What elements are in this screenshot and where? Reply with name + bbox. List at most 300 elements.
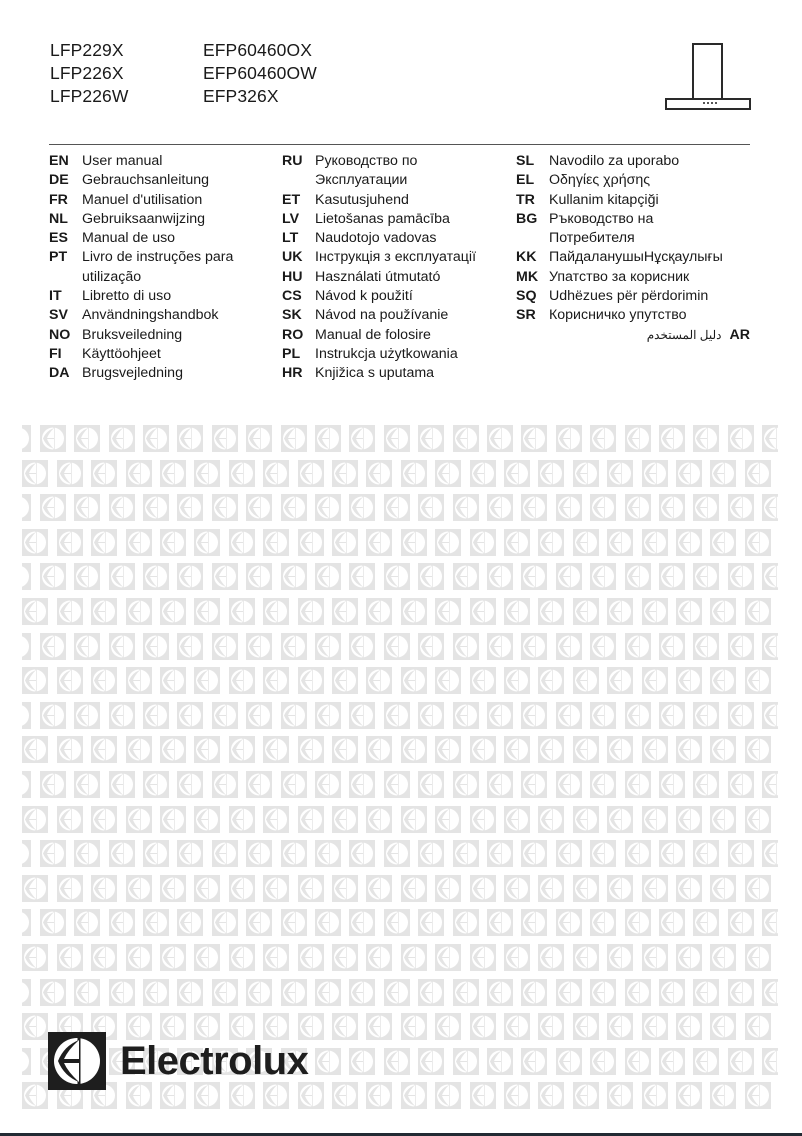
pattern-tile-icon — [435, 1013, 461, 1040]
pattern-tile-icon — [91, 944, 117, 971]
language-code: SK — [282, 307, 302, 324]
language-item — [49, 171, 233, 190]
language-title: Naudotojo vadovas — [315, 230, 437, 247]
pattern-tile-icon — [521, 771, 547, 798]
pattern-tile-icon — [642, 529, 668, 556]
pattern-tile-icon — [22, 494, 31, 521]
pattern-tile-icon — [418, 771, 444, 798]
pattern-tile-icon — [349, 702, 375, 729]
pattern-tile-icon — [728, 979, 754, 1006]
pattern-tile-icon — [298, 598, 324, 625]
pattern-tile-icon — [332, 1082, 358, 1109]
pattern-tile-icon — [590, 771, 616, 798]
pattern-tile-icon — [625, 702, 651, 729]
pattern-tile-icon — [642, 944, 668, 971]
pattern-tile-icon — [642, 736, 668, 763]
pattern-tile-icon — [212, 702, 238, 729]
pattern-tile-icon — [143, 702, 169, 729]
pattern-tile-icon — [315, 425, 341, 452]
pattern-tile-icon — [177, 425, 203, 452]
pattern-tile-icon — [74, 840, 100, 867]
pattern-tile-icon — [693, 1048, 719, 1075]
pattern-tile-icon — [590, 979, 616, 1006]
pattern-tile-icon — [728, 840, 754, 867]
pattern-tile-icon — [109, 979, 135, 1006]
language-title: Käyttöohjeet — [82, 345, 161, 362]
pattern-tile-icon — [538, 875, 564, 902]
pattern-tile-icon — [693, 425, 719, 452]
language-column-3 — [516, 152, 750, 345]
pattern-tile-icon — [418, 1048, 444, 1075]
model-list-1 — [50, 39, 129, 108]
pattern-tile-icon — [194, 944, 220, 971]
pattern-tile-icon — [710, 529, 736, 556]
language-item-arabic — [516, 326, 750, 345]
pattern-tile-icon — [659, 909, 685, 936]
pattern-tile-icon — [332, 667, 358, 694]
pattern-tile-icon — [693, 909, 719, 936]
pattern-tile-icon — [22, 563, 31, 590]
pattern-tile-icon — [453, 840, 479, 867]
pattern-tile-icon — [22, 460, 48, 487]
pattern-tile-icon — [435, 736, 461, 763]
pattern-tile-icon — [642, 667, 668, 694]
pattern-tile-icon — [573, 529, 599, 556]
pattern-tile-icon — [659, 563, 685, 590]
pattern-tile-icon — [676, 806, 702, 833]
pattern-tile-icon — [659, 425, 685, 452]
pattern-tile-icon — [745, 598, 771, 625]
pattern-tile-icon — [212, 563, 238, 590]
pattern-tile-icon — [607, 667, 633, 694]
pattern-tile-icon — [453, 1048, 479, 1075]
pattern-tile-icon — [504, 875, 530, 902]
pattern-tile-icon — [246, 563, 272, 590]
language-title: Användningshandbok — [82, 307, 219, 324]
pattern-tile-icon — [504, 598, 530, 625]
pattern-tile-icon — [332, 806, 358, 833]
pattern-tile-icon — [194, 460, 220, 487]
pattern-tile-icon — [298, 875, 324, 902]
pattern-tile-icon — [418, 563, 444, 590]
language-item — [49, 191, 233, 210]
language-title: utilização — [82, 268, 142, 285]
pattern-tile-icon — [418, 702, 444, 729]
pattern-tile-icon — [659, 494, 685, 521]
pattern-tile-icon — [22, 736, 48, 763]
pattern-tile-icon — [349, 771, 375, 798]
pattern-tile-icon — [573, 598, 599, 625]
pattern-tile-icon — [281, 771, 307, 798]
pattern-tile-icon — [728, 909, 754, 936]
language-title: Эксплуатации — [315, 172, 408, 189]
pattern-tile-icon — [229, 598, 255, 625]
pattern-tile-icon — [642, 875, 668, 902]
pattern-tile-icon — [745, 1082, 771, 1109]
pattern-tile-icon — [556, 840, 582, 867]
language-title: Návod na používanie — [315, 307, 449, 324]
pattern-tile-icon — [74, 563, 100, 590]
pattern-tile-icon — [22, 909, 31, 936]
pattern-tile-icon — [556, 425, 582, 452]
language-title: Knjižica s uputama — [315, 365, 435, 382]
pattern-tile-icon — [745, 529, 771, 556]
pattern-tile-icon — [521, 425, 547, 452]
pattern-tile-icon — [625, 563, 651, 590]
pattern-tile-icon — [521, 494, 547, 521]
language-title: Manual de uso — [82, 230, 176, 247]
pattern-tile-icon — [315, 702, 341, 729]
pattern-tile-icon — [573, 667, 599, 694]
language-item — [516, 191, 750, 210]
pattern-tile-icon — [349, 494, 375, 521]
language-code: SQ — [516, 288, 537, 305]
pattern-tile-icon — [676, 1082, 702, 1109]
pattern-tile-icon — [143, 563, 169, 590]
language-title: Manuel d'utilisation — [82, 191, 203, 208]
pattern-tile-icon — [556, 909, 582, 936]
language-item — [282, 229, 476, 248]
pattern-tile-icon — [504, 944, 530, 971]
pattern-tile-icon — [487, 425, 513, 452]
pattern-tile-icon — [676, 875, 702, 902]
pattern-tile-icon — [229, 944, 255, 971]
pattern-tile-icon — [315, 494, 341, 521]
pattern-tile-icon — [263, 529, 289, 556]
pattern-tile-icon — [366, 1082, 392, 1109]
pattern-row — [0, 875, 802, 902]
pattern-tile-icon — [487, 494, 513, 521]
pattern-tile-icon — [521, 979, 547, 1006]
pattern-tile-icon — [676, 529, 702, 556]
pattern-tile-icon — [401, 806, 427, 833]
pattern-tile-icon — [453, 425, 479, 452]
pattern-tile-icon — [74, 771, 100, 798]
language-code: ES — [49, 230, 68, 247]
pattern-tile-icon — [40, 909, 66, 936]
pattern-tile-icon — [625, 1048, 651, 1075]
pattern-tile-icon — [332, 875, 358, 902]
pattern-tile-icon — [453, 633, 479, 660]
pattern-tile-icon — [366, 460, 392, 487]
language-code: CS — [282, 288, 302, 305]
pattern-tile-icon — [676, 944, 702, 971]
pattern-tile-icon — [384, 494, 410, 521]
pattern-tile-icon — [693, 633, 719, 660]
pattern-tile-icon — [22, 667, 48, 694]
pattern-tile-icon — [453, 563, 479, 590]
language-code: IT — [49, 288, 62, 305]
pattern-tile-icon — [74, 425, 100, 452]
language-item — [49, 152, 233, 171]
language-title: Lietošanas pamācība — [315, 210, 450, 227]
pattern-tile-icon — [590, 840, 616, 867]
pattern-tile-icon — [366, 667, 392, 694]
pattern-row — [0, 702, 802, 729]
pattern-tile-icon — [177, 563, 203, 590]
pattern-tile-icon — [22, 598, 48, 625]
pattern-tile-icon — [710, 667, 736, 694]
language-item — [516, 210, 750, 229]
pattern-tile-icon — [710, 1082, 736, 1109]
pattern-tile-icon — [521, 563, 547, 590]
pattern-tile-icon — [538, 806, 564, 833]
pattern-tile-icon — [607, 529, 633, 556]
pattern-tile-icon — [573, 460, 599, 487]
pattern-tile-icon — [607, 875, 633, 902]
pattern-tile-icon — [349, 1048, 375, 1075]
pattern-tile-icon — [40, 979, 66, 1006]
pattern-tile-icon — [538, 1082, 564, 1109]
pattern-tile-icon — [590, 494, 616, 521]
pattern-tile-icon — [126, 944, 152, 971]
pattern-tile-icon — [143, 979, 169, 1006]
pattern-tile-icon — [625, 633, 651, 660]
pattern-tile-icon — [487, 840, 513, 867]
language-item-continued — [282, 171, 476, 190]
brand-name: Electrolux — [120, 1039, 309, 1083]
pattern-tile-icon — [590, 702, 616, 729]
pattern-tile-icon — [659, 840, 685, 867]
pattern-tile-icon — [487, 563, 513, 590]
pattern-tile-icon — [659, 633, 685, 660]
pattern-tile-icon — [487, 633, 513, 660]
pattern-tile-icon — [435, 598, 461, 625]
pattern-tile-icon — [194, 806, 220, 833]
pattern-tile-icon — [710, 598, 736, 625]
pattern-tile-icon — [728, 1048, 754, 1075]
pattern-tile-icon — [607, 1082, 633, 1109]
pattern-tile-icon — [470, 875, 496, 902]
pattern-tile-icon — [246, 494, 272, 521]
pattern-tile-icon — [710, 806, 736, 833]
pattern-tile-icon — [177, 702, 203, 729]
pattern-tile-icon — [607, 460, 633, 487]
pattern-tile-icon — [177, 979, 203, 1006]
pattern-tile-icon — [212, 425, 238, 452]
language-code: BG — [516, 210, 538, 227]
pattern-tile-icon — [177, 771, 203, 798]
pattern-tile-icon — [573, 736, 599, 763]
pattern-tile-icon — [143, 771, 169, 798]
pattern-tile-icon — [40, 771, 66, 798]
pattern-tile-icon — [435, 667, 461, 694]
pattern-tile-icon — [504, 529, 530, 556]
pattern-tile-icon — [659, 1048, 685, 1075]
pattern-tile-icon — [57, 598, 83, 625]
pattern-tile-icon — [710, 875, 736, 902]
pattern-tile-icon — [22, 1082, 48, 1109]
pattern-tile-icon — [109, 771, 135, 798]
language-item — [282, 152, 476, 171]
pattern-tile-icon — [453, 702, 479, 729]
pattern-tile-icon — [315, 979, 341, 1006]
pattern-tile-icon — [212, 633, 238, 660]
pattern-tile-icon — [315, 633, 341, 660]
pattern-tile-icon — [177, 494, 203, 521]
pattern-tile-icon — [126, 806, 152, 833]
pattern-tile-icon — [590, 563, 616, 590]
pattern-tile-icon — [126, 736, 152, 763]
pattern-tile-icon — [160, 529, 186, 556]
pattern-tile-icon — [693, 702, 719, 729]
pattern-tile-icon — [22, 633, 31, 660]
language-title: Gebrauchsanleitung — [82, 172, 209, 189]
pattern-tile-icon — [470, 529, 496, 556]
pattern-tile-icon — [470, 667, 496, 694]
pattern-tile-icon — [401, 529, 427, 556]
language-code: PL — [282, 345, 301, 362]
pattern-tile-icon — [401, 667, 427, 694]
electrolux-logo-icon — [48, 1032, 106, 1090]
pattern-tile-icon — [435, 460, 461, 487]
model-number: EFP326X — [203, 86, 279, 106]
pattern-tile-icon — [384, 563, 410, 590]
pattern-tile-icon — [298, 944, 324, 971]
language-title: Brugsvejledning — [82, 365, 183, 382]
pattern-tile-icon — [556, 494, 582, 521]
pattern-row — [0, 460, 802, 487]
pattern-tile-icon — [22, 944, 48, 971]
pattern-tile-icon — [281, 563, 307, 590]
pattern-tile-icon — [366, 806, 392, 833]
pattern-tile-icon — [40, 840, 66, 867]
pattern-tile-icon — [57, 806, 83, 833]
pattern-tile-icon — [74, 702, 100, 729]
language-item-continued — [516, 229, 750, 248]
pattern-tile-icon — [22, 840, 31, 867]
pattern-tile-icon — [143, 494, 169, 521]
pattern-tile-icon — [57, 667, 83, 694]
language-title: Упатство за корисник — [549, 268, 690, 285]
pattern-row — [0, 771, 802, 798]
pattern-tile-icon — [109, 840, 135, 867]
pattern-tile-icon — [590, 633, 616, 660]
language-code: NL — [49, 210, 68, 227]
pattern-tile-icon — [573, 875, 599, 902]
pattern-tile-icon — [281, 494, 307, 521]
pattern-tile-icon — [693, 563, 719, 590]
pattern-tile-icon — [263, 667, 289, 694]
pattern-tile-icon — [676, 598, 702, 625]
pattern-tile-icon — [556, 563, 582, 590]
language-title: Інструкція з експлуатації — [315, 249, 477, 266]
pattern-tile-icon — [126, 667, 152, 694]
pattern-tile-icon — [366, 598, 392, 625]
language-item-continued — [49, 268, 233, 287]
pattern-tile-icon — [453, 771, 479, 798]
pattern-tile-icon — [366, 1013, 392, 1040]
pattern-tile-icon — [487, 702, 513, 729]
pattern-tile-icon — [762, 979, 778, 1006]
pattern-tile-icon — [659, 702, 685, 729]
hood-controls — [703, 102, 717, 104]
language-title: Használati útmutató — [315, 268, 441, 285]
language-code: ET — [282, 191, 301, 208]
language-title: Kullanim kitapçiği — [549, 191, 659, 208]
pattern-tile-icon — [538, 460, 564, 487]
language-column-1 — [49, 152, 233, 384]
pattern-tile-icon — [194, 667, 220, 694]
pattern-tile-icon — [298, 736, 324, 763]
model-number: LFP226W — [50, 86, 129, 106]
language-title: Navodilo za uporabo — [549, 153, 680, 169]
language-code: SR — [516, 307, 536, 324]
model-number: LFP226X — [50, 63, 124, 83]
pattern-tile-icon — [332, 598, 358, 625]
language-column-2 — [282, 152, 476, 384]
pattern-tile-icon — [263, 736, 289, 763]
language-code: LV — [282, 210, 300, 227]
pattern-tile-icon — [745, 806, 771, 833]
pattern-tile-icon — [556, 771, 582, 798]
pattern-tile-icon — [349, 909, 375, 936]
pattern-tile-icon — [212, 909, 238, 936]
model-list-2 — [203, 39, 317, 108]
pattern-tile-icon — [487, 979, 513, 1006]
pattern-tile-icon — [57, 736, 83, 763]
language-title: Gebruiksaanwijzing — [82, 210, 206, 227]
pattern-tile-icon — [40, 494, 66, 521]
pattern-tile-icon — [556, 702, 582, 729]
pattern-tile-icon — [91, 806, 117, 833]
pattern-tile-icon — [298, 529, 324, 556]
pattern-tile-icon — [281, 633, 307, 660]
pattern-tile-icon — [401, 1013, 427, 1040]
language-code: HR — [282, 365, 303, 382]
pattern-tile-icon — [22, 702, 31, 729]
pattern-tile-icon — [435, 1082, 461, 1109]
pattern-tile-icon — [401, 944, 427, 971]
language-code: RO — [282, 326, 304, 343]
pattern-tile-icon — [762, 771, 778, 798]
pattern-tile-icon — [160, 806, 186, 833]
language-title: ПайдаланушыНұсқаулығы — [549, 249, 723, 266]
pattern-tile-icon — [109, 563, 135, 590]
pattern-tile-icon — [625, 771, 651, 798]
language-code: PT — [49, 249, 68, 266]
pattern-tile-icon — [315, 840, 341, 867]
pattern-tile-icon — [710, 736, 736, 763]
language-title: Ръководство на — [549, 210, 654, 227]
pattern-tile-icon — [762, 563, 778, 590]
pattern-tile-icon — [487, 909, 513, 936]
pattern-tile-icon — [745, 667, 771, 694]
language-title: Libretto di uso — [82, 288, 172, 305]
pattern-tile-icon — [126, 598, 152, 625]
pattern-tile-icon — [281, 979, 307, 1006]
pattern-tile-icon — [504, 736, 530, 763]
pattern-tile-icon — [332, 460, 358, 487]
pattern-tile-icon — [762, 494, 778, 521]
language-item — [516, 171, 750, 190]
pattern-tile-icon — [281, 425, 307, 452]
pattern-tile-icon — [384, 425, 410, 452]
pattern-tile-icon — [487, 1048, 513, 1075]
pattern-row — [0, 563, 802, 590]
pattern-tile-icon — [418, 494, 444, 521]
pattern-tile-icon — [263, 944, 289, 971]
pattern-tile-icon — [504, 1013, 530, 1040]
pattern-tile-icon — [246, 979, 272, 1006]
language-item — [282, 287, 476, 306]
pattern-tile-icon — [40, 633, 66, 660]
pattern-tile-icon — [349, 979, 375, 1006]
pattern-tile-icon — [109, 494, 135, 521]
pattern-tile-icon — [298, 460, 324, 487]
pattern-tile-icon — [177, 633, 203, 660]
language-code: UK — [282, 249, 303, 266]
